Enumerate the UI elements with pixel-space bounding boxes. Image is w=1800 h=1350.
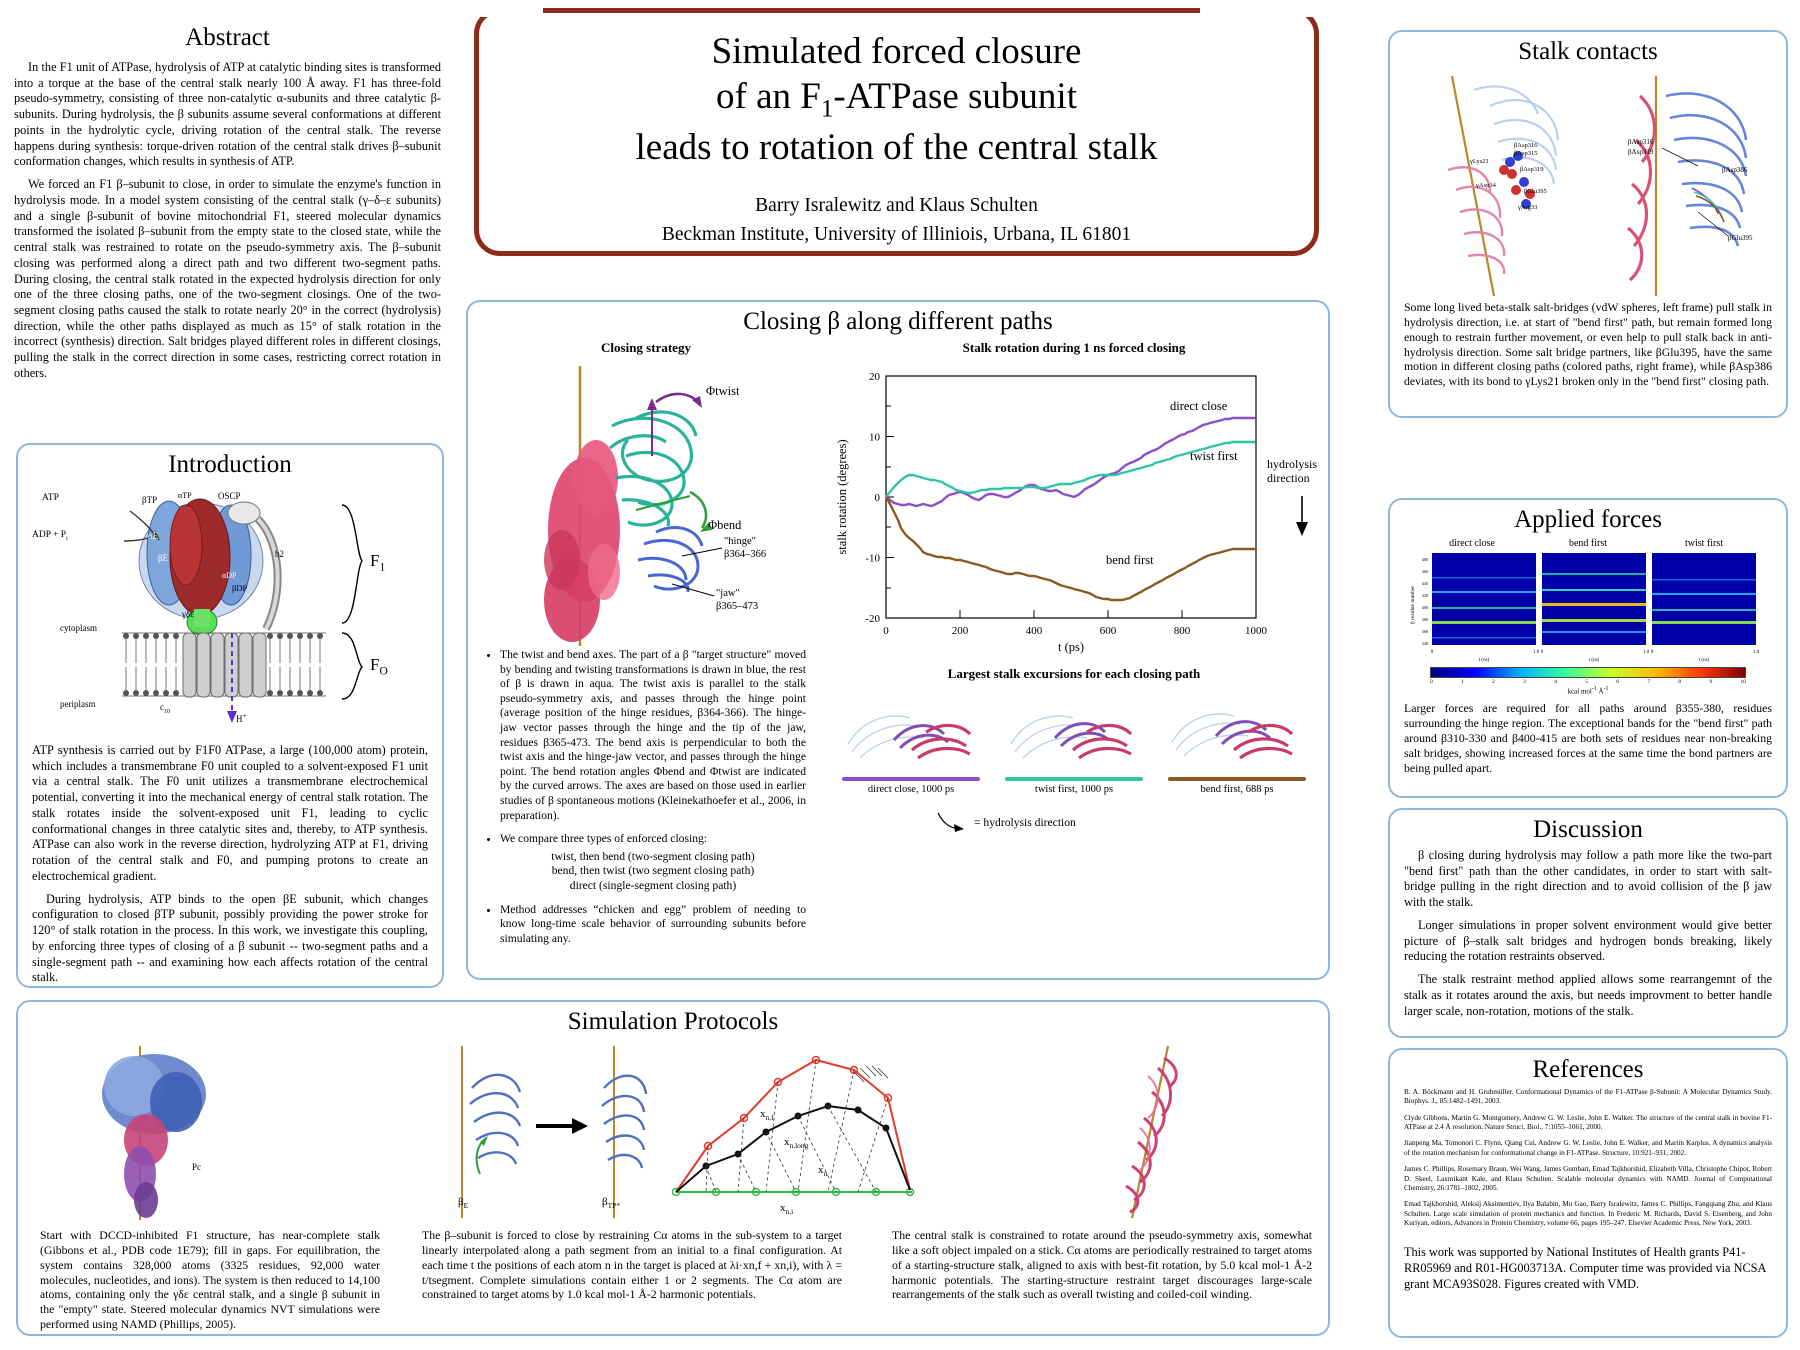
colorbar-tick: 0 xyxy=(1430,679,1433,685)
excursion-label-3: bend first, 688 ps xyxy=(1200,784,1274,795)
introduction-panel xyxy=(16,443,444,988)
label-c10: $c_{10}$ xyxy=(160,702,171,715)
label-gamma-delta-epsilon: γδε xyxy=(182,609,194,619)
label-xni: $x_{n,i}$ xyxy=(780,1202,794,1217)
svg-text:0: 0 xyxy=(1540,650,1544,655)
colorbar-tick: 6 xyxy=(1616,679,1620,685)
stalk-contacts-heading: Stalk contacts xyxy=(1518,38,1658,65)
colorbar-tick: 10 xyxy=(1740,679,1746,685)
label-f1: $F_1$ xyxy=(370,551,386,574)
applied-forces-panel-labels xyxy=(1390,538,1786,549)
svg-text:0: 0 xyxy=(883,625,889,637)
title-block xyxy=(474,8,1319,256)
closing-path-option-3: direct (single-segment closing path) xyxy=(569,878,737,892)
svg-text:t (ps): t (ps) xyxy=(1057,640,1085,654)
svg-text:0: 0 xyxy=(1650,650,1654,655)
colorbar-gradient xyxy=(1430,667,1746,678)
svg-text:t (ns): t (ns) xyxy=(1698,658,1710,663)
svg-text:1000: 1000 xyxy=(1245,625,1267,637)
page-title xyxy=(479,29,1314,170)
excursion-molecule-1 xyxy=(836,692,986,768)
label-oscp: OSCP xyxy=(218,491,241,501)
abstract-body xyxy=(0,60,455,382)
protocols-heading: Simulation Protocols xyxy=(567,1008,779,1035)
introduction-paragraph-1: ATP synthesis is carried out by F1F0 ATPase, a large (100,000 atom) protein, which includes a transmembrane F0 unit coupled to a solvent-exposed F1 unit via a central stalk. The F0 unit utilizes a transmembrane electrochemical potential, converting it into the mechanical energy of central stalk rotation. The stalk rotates inside the solvent-exposed unit F1, leading to cyclic conformational changes in three catalytic sites and, thereby, to ATP synthesis. ATPase can also work in the reverse direction, hydrolyzing ATP at F1, driving rotation of the central stalk and F0, and pumping protons to create an electrochemical gradient. xyxy=(32,743,428,883)
title-line-2: of an $F_1$-ATPase subunit xyxy=(716,76,1077,123)
residue-label: γLys21 xyxy=(1470,158,1489,165)
closing-bullets xyxy=(476,648,816,946)
label-adp: ADP + $P_i$ xyxy=(32,530,68,542)
protocol-figure-f1-structure xyxy=(42,1042,292,1222)
discussion-heading: Discussion xyxy=(1533,816,1643,843)
curved-arrow-icon xyxy=(934,809,968,835)
residue-label: βAsp319 xyxy=(1520,166,1544,173)
applied-forces-heatmaps xyxy=(1400,551,1776,663)
closing-paths-panel xyxy=(466,300,1330,980)
residue-label: βGlu395 xyxy=(1524,188,1547,195)
svg-text:800: 800 xyxy=(1173,625,1191,637)
svg-text:10: 10 xyxy=(869,431,880,444)
svg-text:β residue number: β residue number xyxy=(1410,585,1416,625)
colorbar-tick: 1 xyxy=(1461,679,1464,685)
label-fo: $F_O$ xyxy=(370,655,388,678)
svg-text:-20: -20 xyxy=(865,613,880,625)
forces-colorbar xyxy=(1430,667,1746,695)
label-alpha-e: αE xyxy=(148,531,159,541)
svg-text:-10: -10 xyxy=(865,552,880,565)
svg-text:bend first: bend first xyxy=(1106,553,1154,567)
closing-path-option-2: bend, then twist (two segment closing path) xyxy=(551,864,755,878)
label-b2: b2 xyxy=(275,549,284,559)
colorbar-tick: 3 xyxy=(1523,679,1526,685)
stalk-contacts-panel xyxy=(1388,30,1788,418)
protocol-caption-2: The β–subunit is forced to close by restraining Cα atoms in the sub-system to a target linearly interpolated along a path segment from an initial to a final configuration. At each time t the positions of each atom n in the target is placed at λi·xn,f + xn,i), with λ = t/tsegment. Complete simulations contain either 1 or 2 segments. The Cα atom are constrained to target atoms by 1.0 kcal mol-1 Å-2 harmonic potentials. xyxy=(422,1228,842,1302)
protocol-caption-1: Start with DCCD-inhibited F1 structure, has near-complete stalk (Gibbons et al., PDB code 1E79); fill in gaps. For equilibration, the system contains 328,000 atoms (3325 residues, 92,000 water molecules, nucleotides, and ions). The system is then reduced to 14,100 atoms, containing only the γδε central stalk, and a single β subunit in the "empty" state. Steered molecular dynamics NVT simulations were performed using NAMD (Phillips, 2005). xyxy=(40,1228,380,1332)
label-hinge: "hinge" xyxy=(724,536,756,547)
svg-text:400: 400 xyxy=(1421,605,1428,610)
label-xn: $x_n$ xyxy=(818,1164,828,1179)
forces-panel-label-2: bend first xyxy=(1568,538,1608,549)
forces-panel-label-3: twist first xyxy=(1684,538,1724,549)
excursion-molecule-2 xyxy=(999,692,1149,768)
closing-strategy-label: Closing strategy xyxy=(601,340,691,355)
heatmap-svg xyxy=(1400,551,1776,663)
svg-text:0: 0 xyxy=(874,492,880,504)
label-phi-twist: Φtwist xyxy=(706,384,740,398)
colorbar-tick: 9 xyxy=(1709,679,1713,685)
reference-item: Jianpeng Ma, Tomonori C. Flynn, Qiang Cui, Andrew G. W. Leslie, John E. Walker, and Martin Karplus. A dynamics analysis of the rotation mechanism for conformational change in F1-ATPase. Structure, 10:921–931, 2002. xyxy=(1404,1139,1772,1157)
excursion-item xyxy=(1162,692,1312,795)
reference-item: James C. Phillips, Rosemary Braun, Wei Wang, James Gumbart, Emad Tajkhorshid, Elizabeth Villa, Christophe Chipot, Robert D. Skeel, Laxmikant Kale, and Klaus Schulten. Scalable molecular dynamics with NAMD. Journal of Computational Chemistry, 26:1781–1802, 2005. xyxy=(1404,1165,1772,1192)
residue-label: βGlu395 xyxy=(1728,234,1753,242)
applied-forces-caption: Larger forces are required for all paths around β355-380, residues surrounding the hinge region. The exceptional bands for the "bend first" path around β310-330 and β400-415 are both sets of residues near non-breaking salt bridges, showing increased forces at the same time the bond partners are being pulled apart. xyxy=(1404,701,1772,775)
label-hinge-residues: β364–366 xyxy=(724,549,767,560)
excursions-title: Largest stalk excursions for each closing path xyxy=(947,666,1201,681)
colorbar-tick: 5 xyxy=(1585,679,1588,685)
closing-bullet-1: • The twist and bend axes. The part of a β "target structure" moved by bending and twisting transformations is drawn in blue, the rest of β is drawn in aqua. The twist axis is parallel to the stalk pseudo-symmetry axis, and passes through the hinge point (average position of the hinge residues, β364-366). The hinge-jaw vector passes through the hinge and the tip of the jaw, residues β365-473. The bend axis is perpendicular to both the twist axis and the hinge-jaw vector, and passes through the hinge point. The bend rotation angles Φbend and Φtwist are indicated by the curved arrows. The axes are based on those used in earlier studies of β spontaneous motions (Kleinekathoefer et al., 2006, in preparation). xyxy=(500,648,806,823)
closing-bullet-2 xyxy=(500,832,806,893)
stalk-contacts-caption: Some long lived beta-stalk salt-bridges (vdW spheres, left frame) pull stalk in hydrolysis direction, i.e. at start of "bend first" path, but remain formed long enough to restrain further movement, or even help to pull stalk back in anti-hydrolysis direction. Some salt bridge partners, like βGlu395, have the same motion in different closing paths (colored paths, right frame), while βAsp386 deviates, with its bond to γLys21 broken only in the "bend first" closing path. xyxy=(1404,300,1772,389)
label-beta-dp: βDP xyxy=(232,583,248,593)
label-beta-e: βE xyxy=(158,553,169,563)
introduction-paragraph-2: During hydrolysis, ATP binds to the open βE subunit, which changes configuration to closed βTP subunit, possibly providing the power stroke for 120° of stalk rotation in the process. In this work, we investigate this coupling, by enforcing three types of closing of a β subunit -- two-segment paths and a single-segment path -- and examining how each affects rotation of the central stalk. xyxy=(32,891,428,985)
affiliation: Beckman Institute, University of Illiniois, Urbana, IL 61801 xyxy=(661,223,1132,245)
svg-text:t (ns): t (ns) xyxy=(1478,658,1490,663)
closing-strategy-svg xyxy=(476,360,816,648)
residue-label: βAsp386 xyxy=(1722,166,1748,174)
forces-panel-label-1: direct close xyxy=(1449,538,1495,549)
protocol-figure-interpolation xyxy=(658,1042,958,1222)
abstract-paragraph-1: In the F1 unit of ATPase, hydrolysis of ATP at catalytic binding sites is transformed into a torque at the base of the central stalk nearly 100 Å away. F1 has three-fold pseudo-symmetry, consisting of three non-catalytic α-subunits and three catalytic β-subunits. During hydrolysis, the β subunits assume several conformations at different points in the hydrolytic cycle, driving rotation of the central stalk. The reverse happens during synthesis: torque-driven rotation of the central stalk drives β–subunit conformation changes, which results in synthesis of ATP. xyxy=(14,60,441,169)
excursion-color-bar xyxy=(1005,777,1143,781)
authors-block xyxy=(479,192,1314,249)
svg-text:direct close: direct close xyxy=(1170,399,1228,413)
residue-label: γAsp34 xyxy=(1476,182,1496,189)
colorbar-tick: 8 xyxy=(1678,679,1682,685)
rotation-chart xyxy=(824,364,1324,664)
residue-label: βAsp319 xyxy=(1628,148,1654,156)
svg-text:600: 600 xyxy=(1099,625,1117,637)
svg-text:400: 400 xyxy=(1025,625,1043,637)
svg-text:Pc: Pc xyxy=(192,1162,201,1172)
svg-text:direction: direction xyxy=(1267,471,1310,485)
svg-text:1.0: 1.0 xyxy=(1752,650,1760,655)
label-xnf: $x_{n,f}$ xyxy=(760,1108,774,1123)
excursion-figures xyxy=(836,692,1312,795)
funding-acknowledgement: This work was supported by National Institutes of Health grants P41-RR05969 and R01-HG003713A. Computer time was provided via NCSA grant MCA93S028. Figures created with VMD. xyxy=(1404,1245,1766,1292)
colorbar-ticks xyxy=(1430,679,1746,685)
label-alpha-dp: αDP xyxy=(222,571,237,580)
excursion-molecule-3 xyxy=(1162,692,1312,768)
hydrolysis-direction-note: = hydrolysis direction xyxy=(974,815,1076,829)
svg-text:200: 200 xyxy=(951,625,969,637)
label-phi-bend: Φbend xyxy=(708,518,742,532)
title-border-notch-right xyxy=(1200,5,1320,17)
hydrolysis-direction-key xyxy=(934,809,1324,835)
svg-text:440: 440 xyxy=(1421,581,1428,586)
discussion-panel xyxy=(1388,808,1788,1038)
closing-path-option-1: twist, then bend (two-segment closing path) xyxy=(551,849,755,863)
applied-forces-heading: Applied forces xyxy=(1514,506,1662,533)
closing-bullet-3: • Method addresses “chicken and egg” problem of needing to know long-time scale behavior of surrounding subunits before simulating any. xyxy=(500,903,806,947)
reference-item: Emad Tajkhorshid, Aleksij Aksimentiev, Ilya Balabin, Mu Gao, Barry Isralewitz, James C. Phillips, Fangqiang Zhu, and Klaus Schulten. Large scale simulation of protein mechanics and function. In Frederic M. Richards, David S. Eisenberg, and John Kuriyan, editors, Advances in Protein Chemistry, volume 66, pages 195–247. Elsevier Academic Press, New York, 2003. xyxy=(1404,1200,1772,1227)
closing-heading: Closing β along different paths xyxy=(743,308,1053,335)
residue-label: γArg33 xyxy=(1518,204,1538,211)
atpase-schematic-figure xyxy=(26,483,434,741)
residue-label: βAsp316 xyxy=(1628,138,1654,146)
title-border-notch-left xyxy=(473,5,543,17)
abstract-section xyxy=(0,18,455,380)
references-heading: References xyxy=(1532,1056,1644,1083)
simulation-protocols-panel xyxy=(16,1000,1330,1336)
colorbar-tick: 7 xyxy=(1647,679,1651,685)
excursion-color-bar xyxy=(1168,777,1306,781)
protocol-figure-beta-transition xyxy=(418,1042,648,1222)
closing-bullet-2-intro: We compare three types of enforced closing: xyxy=(500,832,708,846)
svg-text:380: 380 xyxy=(1421,617,1428,622)
label-xnlong: $x_{n,long}$ xyxy=(784,1136,809,1151)
colorbar-tick: 2 xyxy=(1492,679,1495,685)
protocol-figure-central-stalk xyxy=(1028,1042,1268,1222)
label-atp: ATP xyxy=(42,493,59,503)
rotation-chart-svg xyxy=(824,364,1324,664)
stalk-contacts-svg xyxy=(1398,70,1782,300)
colorbar-tick: 4 xyxy=(1554,679,1557,685)
abstract-paragraph-2: We forced an F1 β–subunit to close, in order to simulate the enzyme's function in hydrolysis mode. In a model system consisting of the central stalk (γ–δ–ε subunits) and a single β-subunit of bovine mitochondrial F1, steered molecular dynamics transformed the isolated β–subunit from the empty state to the closed state, while the central stalk was restrained to rotate on the pseudo-symmetry axis. The β–subunit closing was performed along a direct path and two different two-segment paths. During closing, the central stalk rotated in the expected hydrolysis direction for only one of the three closing paths, one of the two-segment closings. One of the two-segment closing paths caused the stalk to rotate nearly 20° in the correct (hydrolysis) direction, while the other paths displayed as much as 15° of stalk rotation in the incorrect (synthesis) direction. Salt bridges played different roles in different closings, pulling the stalk in the correct direction in some cases, restricting correct rotation in others. xyxy=(14,177,441,380)
excursion-color-bar xyxy=(842,777,980,781)
svg-text:340: 340 xyxy=(1421,641,1428,646)
svg-text:420: 420 xyxy=(1421,593,1428,598)
label-jaw: "jaw" xyxy=(716,588,740,599)
residue-label: βAsp316 xyxy=(1514,142,1538,149)
discussion-paragraph-2: Longer simulations in proper solvent environment would give better picture of β–stalk salt bridges and hydrogen bonds breaking, likely reducing the rotation restraints observed. xyxy=(1404,917,1772,964)
applied-forces-panel xyxy=(1388,498,1788,798)
discussion-paragraph-3: The stalk restraint method applied allows some rearrangemnt of the stalk as it rotates around the axis, but needs improvment to better handle larger scale, non-rotation, motions of the stalk. xyxy=(1404,972,1772,1018)
closing-right-column xyxy=(824,340,1324,835)
title-line-3: leads to rotation of the central stalk xyxy=(635,127,1158,169)
residue-label: βAsp315 xyxy=(1514,150,1538,157)
rotation-chart-title: Stalk rotation during 1 ns forced closing xyxy=(962,340,1186,355)
excursion-label-2: twist first, 1000 ps xyxy=(1034,784,1114,795)
protocols-figures xyxy=(18,1042,1328,1222)
excursion-item xyxy=(836,692,986,795)
stalk-contacts-figure xyxy=(1398,70,1778,300)
closing-strategy-figure xyxy=(476,360,816,648)
protocol-caption-3: The central stalk is constrained to rotate around the pseudo-symmetry axis, somewhat like a soft object impaled on a stick. Cα atoms are periodically restrained to target atoms of a starting-structure stalk, aligned to axis with best-fit rotation, by 5.0 kcal mol-1 Å-2 harmonic potentials. The starting-structure restraint target discourages large-scale rearrangements of the stalk such as overall twisting and coiled-coil winding. xyxy=(892,1228,1312,1302)
svg-text:twist first: twist first xyxy=(1190,449,1238,463)
references-panel xyxy=(1388,1048,1788,1338)
svg-text:1.0: 1.0 xyxy=(1642,650,1650,655)
reference-item: R. A. Böckmann and H. Grubmüller. Conformational Dynamics of the F1-ATPase β-Subunit: A Molecular Dynamics Study. Biophys. J., 85:1482–1491, 2003. xyxy=(1404,1088,1772,1106)
svg-text:360: 360 xyxy=(1421,629,1428,634)
discussion-body xyxy=(1390,848,1786,1019)
label-jaw-residues: β365–473 xyxy=(716,601,759,612)
colorbar-unit-label: kcal mol$^{-1}$ $Å^{-1}$ xyxy=(1567,686,1609,696)
title-line-1: Simulated forced closure xyxy=(711,31,1082,72)
label-periplasm: periplasm xyxy=(60,699,96,709)
svg-text:stalk rotation (degrees): stalk rotation (degrees) xyxy=(835,439,849,555)
label-beta-tp-target: $\beta_{TP*}$ xyxy=(602,1196,621,1211)
closing-left-column xyxy=(476,340,816,955)
svg-text:0: 0 xyxy=(1430,650,1434,655)
svg-text:480: 480 xyxy=(1421,557,1428,562)
label-cytoplasm: cytoplasm xyxy=(60,623,97,633)
svg-text:hydrolysis: hydrolysis xyxy=(1267,457,1318,471)
label-beta-e-start: $\beta_E$ xyxy=(458,1196,469,1211)
introduction-body xyxy=(18,743,442,986)
svg-text:t (ns): t (ns) xyxy=(1588,658,1600,663)
references-list xyxy=(1390,1088,1786,1228)
svg-text:1.0: 1.0 xyxy=(1532,650,1540,655)
label-beta-tp: βTP xyxy=(142,495,158,505)
introduction-heading: Introduction xyxy=(168,451,292,478)
reference-item: Clyde Gibbons, Martin G. Montgomery, Andrew G. W. Leslie, John E. Walker. The structure of the central stalk in bovine F1-ATPase at 2.4 Å resolution. Nature Struct. Biol., 7:1055–1061, 2000. xyxy=(1404,1113,1772,1132)
label-alpha-tp: αTP xyxy=(178,491,192,500)
excursion-item xyxy=(999,692,1149,795)
label-h-plus: H+ xyxy=(236,711,247,724)
excursion-label-1: direct close, 1000 ps xyxy=(867,784,955,795)
abstract-heading: Abstract xyxy=(185,24,270,51)
svg-text:460: 460 xyxy=(1421,569,1428,574)
svg-text:20: 20 xyxy=(869,371,880,383)
discussion-paragraph-1: β closing during hydrolysis may follow a path more like the two-part "bend first" path than the other candidates, in order to start with salt-bridge pulling in the right direction and to avoid collision of the β jaw with the stalk. xyxy=(1404,848,1772,910)
authors: Barry Isralewitz and Klaus Schulten xyxy=(755,195,1038,217)
